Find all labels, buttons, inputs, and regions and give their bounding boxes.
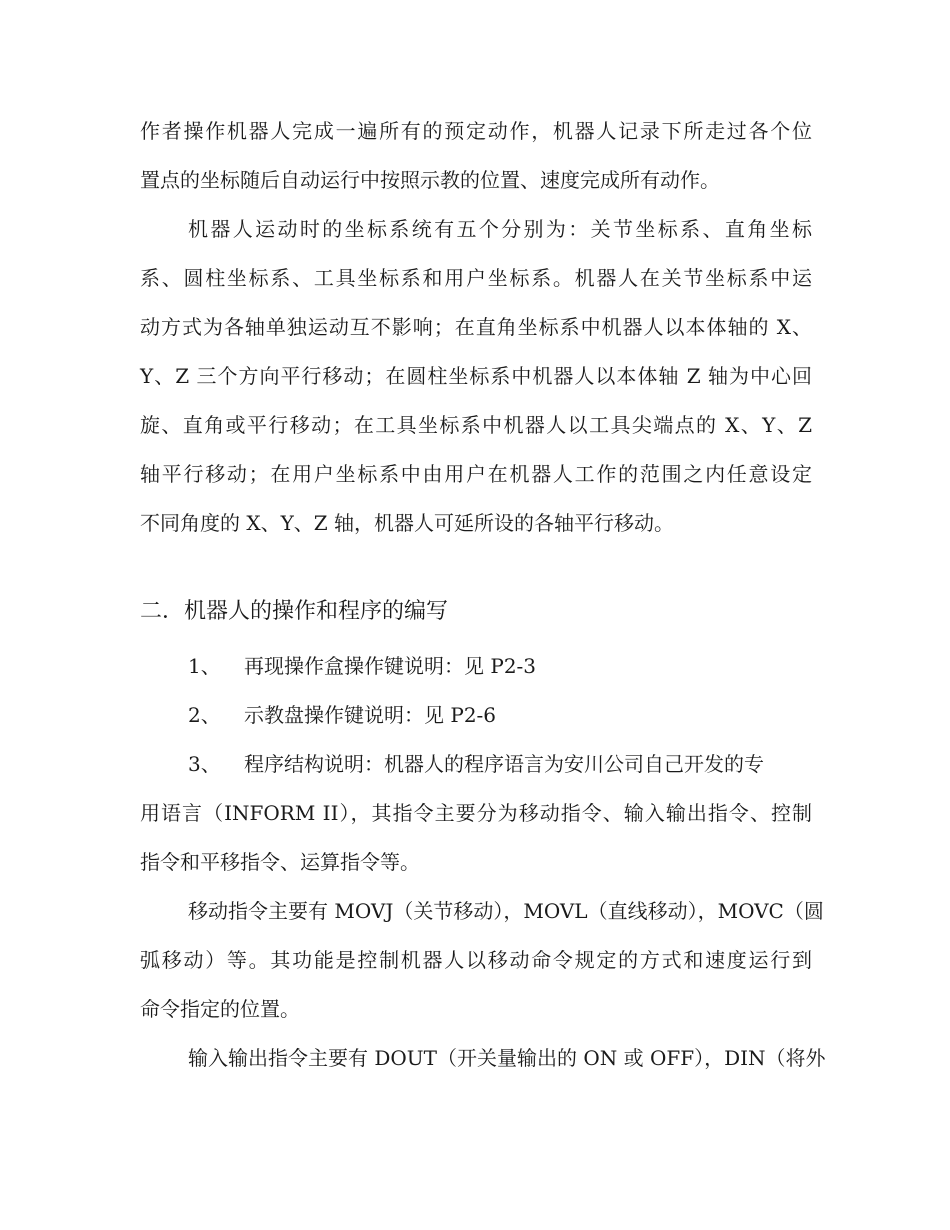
list-item-text: 示教盘操作键说明：见 P2-6 — [244, 703, 497, 727]
text-line: 指令和平移指令、运算指令等。 — [140, 850, 420, 874]
list-item-number: 3、 — [188, 752, 221, 776]
list-item — [188, 750, 812, 778]
list-item-number: 1、 — [188, 654, 221, 678]
list-item — [188, 701, 812, 729]
text-line: 轴平行移动；在用户坐标系中由用户在机器人工作的范围之内任意设定 — [140, 462, 812, 486]
text-line: 作者操作机器人完成一遍所有的预定动作，机器人记录下所走过各个位 — [140, 119, 812, 143]
text-line: 输入输出指令主要有 DOUT（开关量输出的 ON 或 OFF），DIN（将外 — [188, 1046, 826, 1070]
text-line: 命令指定的位置。 — [140, 997, 300, 1021]
text-line: 动方式为各轴单独运动互不影响；在直角坐标系中机器人以本体轴的 X、 — [140, 315, 812, 339]
list-item-number: 2、 — [188, 703, 221, 727]
text-line: 系、圆柱坐标系、工具坐标系和用户坐标系。机器人在关节坐标系中运 — [140, 266, 812, 290]
text-line: 移动指令主要有 MOVJ（关节移动），MOVL（直线移动），MOVC（圆 — [188, 899, 824, 923]
section-heading: 二．机器人的操作和程序的编写 — [140, 599, 449, 624]
list-item-text: 再现操作盒操作键说明：见 P2-3 — [244, 654, 537, 678]
text-line: 弧移动）等。其功能是控制机器人以移动命令规定的方式和速度运行到 — [140, 948, 812, 972]
text-line: 不同角度的 X、Y、Z 轴，机器人可延所设的各轴平行移动。 — [140, 511, 675, 535]
text-line: 置点的坐标随后自动运行中按照示教的位置、速度完成所有动作。 — [140, 168, 720, 192]
text-line: 旋、直角或平行移动；在工具坐标系中机器人以工具尖端点的 X、Y、Z — [140, 413, 812, 437]
list-item-text: 程序结构说明：机器人的程序语言为安川公司自己开发的专 — [244, 752, 764, 776]
text-line: Y、Z 三个方向平行移动；在圆柱坐标系中机器人以本体轴 Z 轴为中心回 — [140, 364, 812, 388]
list-item — [188, 652, 812, 680]
text-line: 用语言（INFORM II），其指令主要分为移动指令、输入输出指令、控制 — [140, 801, 812, 825]
text-line: 机器人运动时的坐标系统有五个分别为：关节坐标系、直角坐标 — [188, 217, 812, 241]
